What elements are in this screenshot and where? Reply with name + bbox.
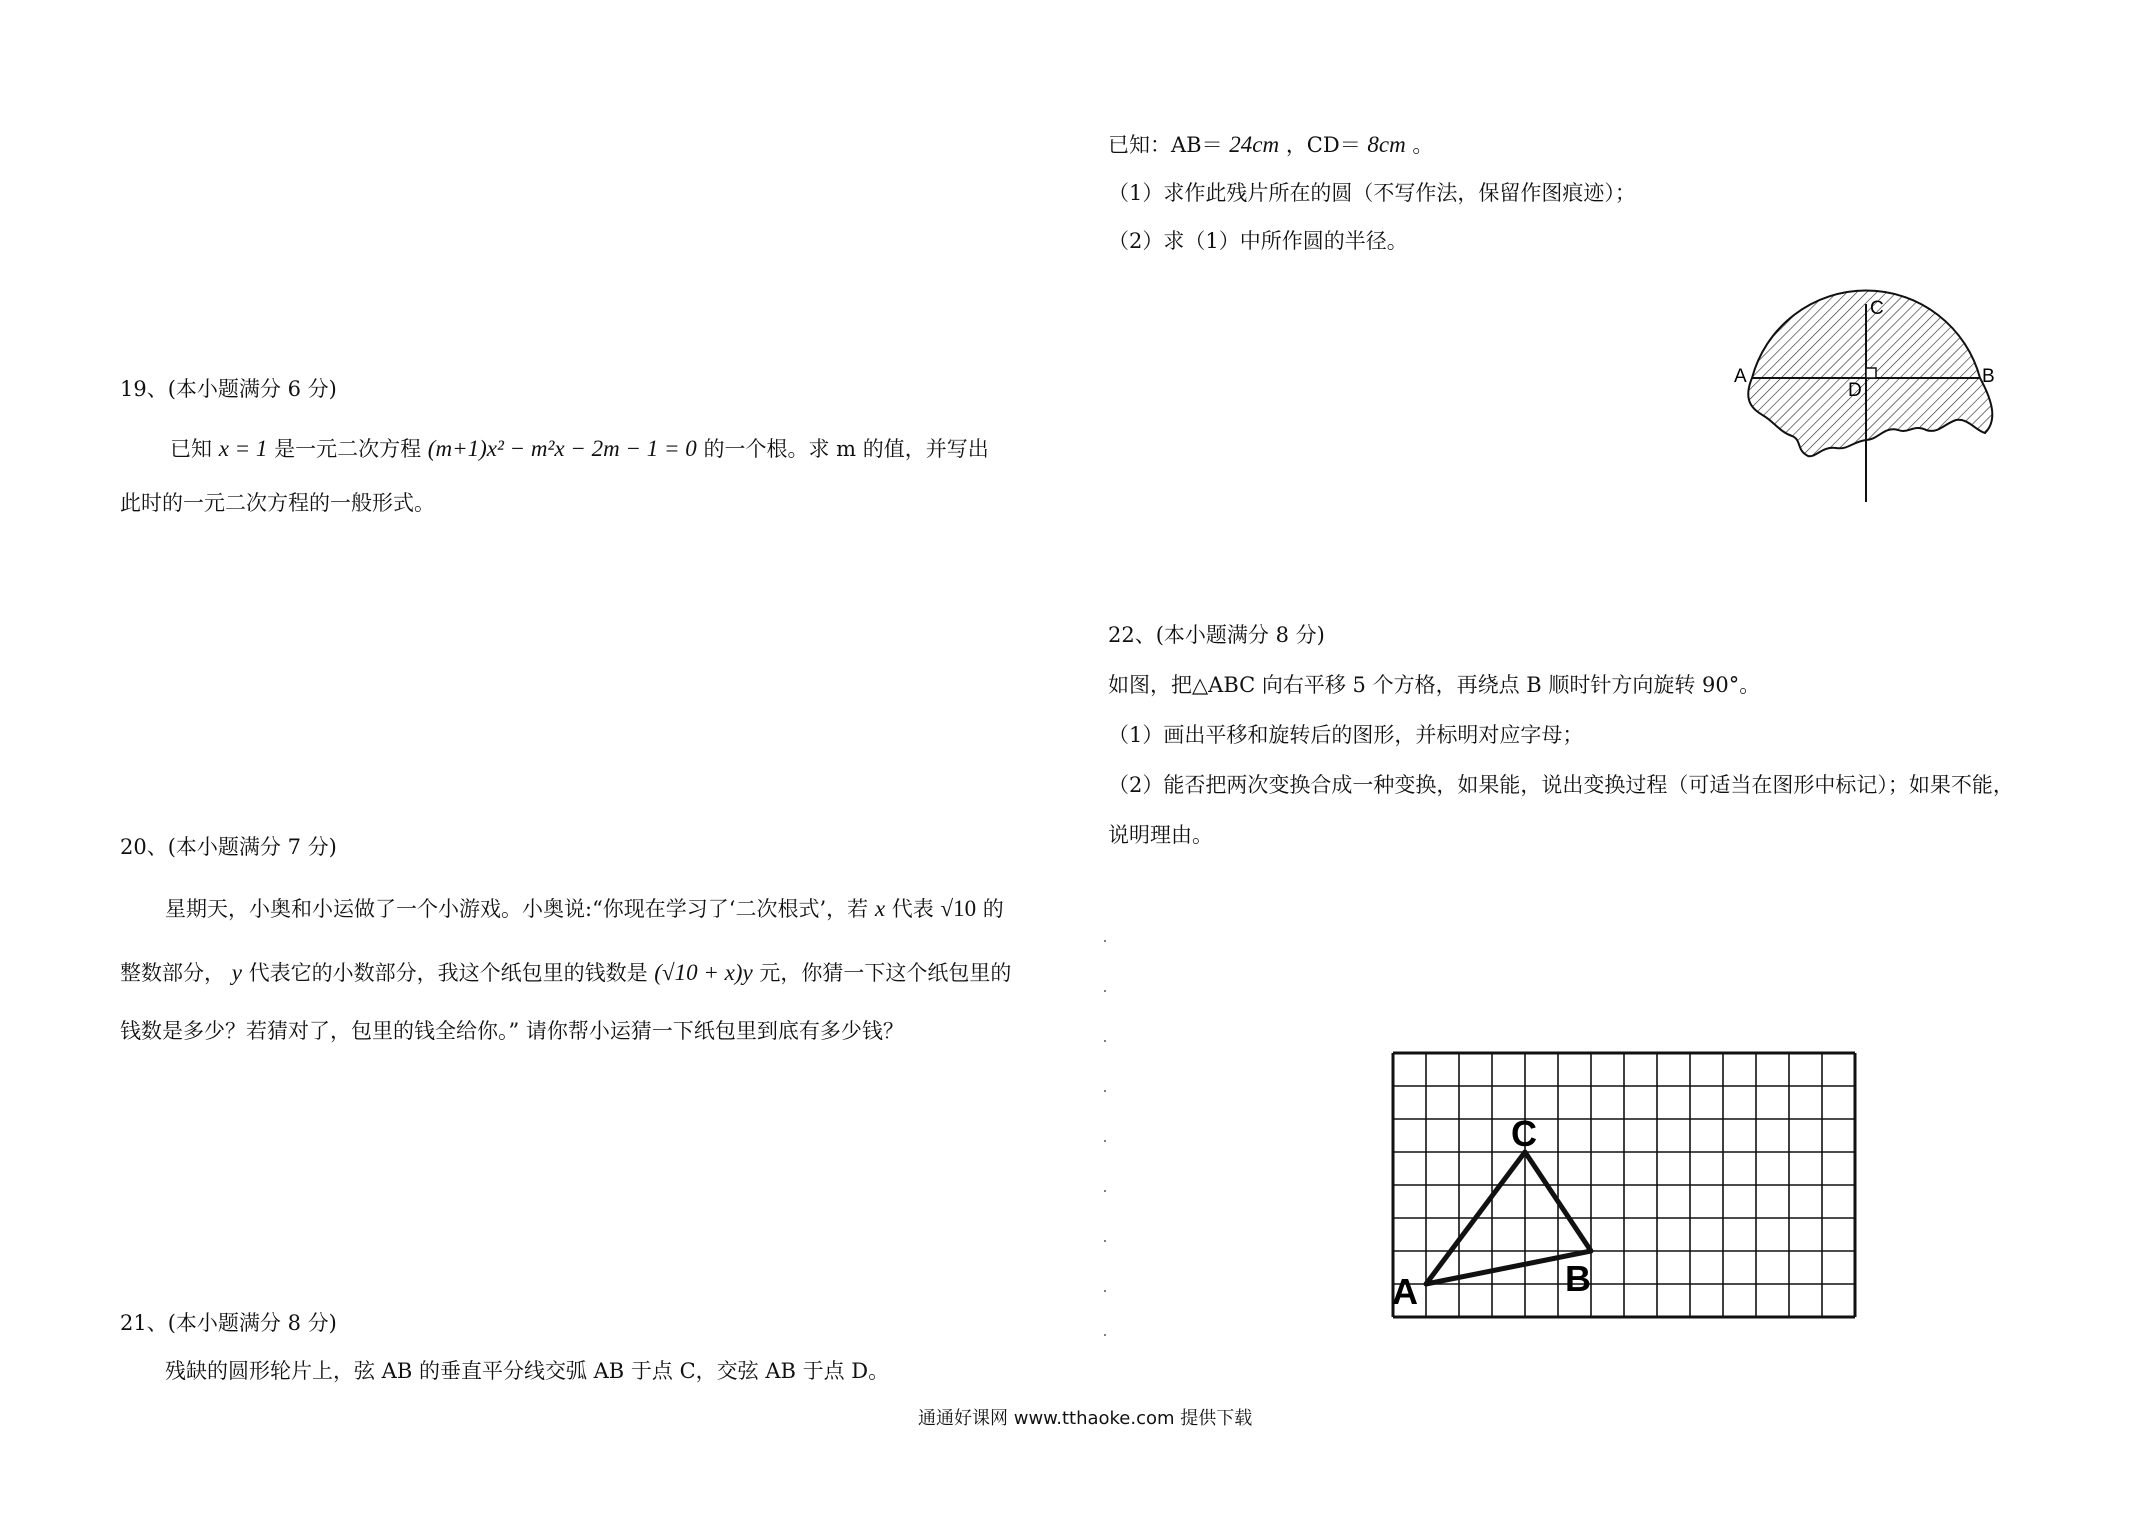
q21-part2: （2）求（1）中所作圆的半径。 (1108, 229, 1408, 253)
q19-eq-quadratic: (m+1)x² − m²x − 2m − 1 = 0 (427, 436, 697, 461)
q21-given-ab: 24cm (1229, 132, 1280, 157)
margin-dot (1104, 990, 1106, 992)
label-d: D (1848, 380, 1862, 401)
margin-dot (1104, 1290, 1106, 1292)
margin-dot (1104, 1334, 1106, 1336)
q20-line1-post: 的 (982, 897, 1004, 921)
q20-line2 (120, 960, 1011, 985)
q19-line1-pre: 已知 (170, 437, 212, 461)
q19-line1-mid: 是一元二次方程 (274, 437, 422, 461)
q21-given-post: 。 (1412, 133, 1434, 157)
margin-dot (1104, 940, 1106, 942)
q20-line1-mid: 代表 (891, 897, 934, 921)
q22-part2-cont: 说明理由。 (1108, 823, 1213, 847)
page-footer: 通通好课网 www.tthaoke.com 提供下载 (918, 1408, 1253, 1429)
q20-line2-mid: 代表它的小数部分，我这个纸包里的钱数是 (248, 961, 648, 985)
label-a: A (1734, 366, 1747, 387)
q22-line1: 如图，把△ABC 向右平移 5 个方格，再绕点 B 顺时针方向旋转 90°。 (1108, 673, 1761, 697)
q20-radical: √10 (940, 896, 977, 921)
q20-line3: 钱数是多少？若猜对了，包里的钱全给你。” 请你帮小运猜一下纸包里到底有多少钱？ (120, 1019, 904, 1043)
margin-dot (1104, 1240, 1106, 1242)
label-c: C (1511, 1113, 1537, 1154)
margin-dot (1104, 1190, 1106, 1192)
q21-given-mid: ，CD＝ (1285, 133, 1361, 157)
q20-line1 (165, 896, 1004, 921)
q21-heading: 21、(本小题满分 8 分) (120, 1311, 337, 1335)
right-angle-mark (1866, 368, 1876, 378)
q21-given (1108, 132, 1433, 157)
q21-part1: （1）求作此残片所在的圆（不写作法，保留作图痕迹）； (1108, 181, 1636, 205)
q20-line2-post: 元，你猜一下这个纸包里的 (759, 961, 1012, 985)
q20-line1-pre: 星期天，小奥和小运做了一个小游戏。小奥说:“你现在学习了‘二次根式’，若 (165, 897, 869, 921)
label-a: A (1392, 1271, 1418, 1312)
q20-var-y: y (231, 960, 242, 985)
label-c: C (1870, 298, 1884, 319)
margin-dot (1104, 1140, 1106, 1142)
q22-part2: （2）能否把两次变换合成一种变换，如果能，说出变换过程（可适当在图形中标记）；如果不能， (1108, 773, 2014, 797)
q19-line2: 此时的一元二次方程的一般形式。 (120, 491, 435, 515)
q22-part1: （1）画出平移和旋转后的图形，并标明对应字母； (1108, 723, 1584, 747)
q21-figure (1730, 290, 2000, 510)
q19-line1-post: 的一个根。求 m 的值，并写出 (703, 437, 989, 461)
q19-eq-root: x = 1 (218, 436, 268, 461)
q22-grid-figure (1390, 1050, 1900, 1312)
label-b: B (1565, 1258, 1591, 1299)
q19-heading: 19、(本小题满分 6 分) (120, 377, 337, 401)
q20-heading: 20、(本小题满分 7 分) (120, 835, 337, 859)
q22-heading: 22、(本小题满分 8 分) (1108, 623, 1325, 647)
q20-line2-pre: 整数部分， (120, 961, 225, 985)
q21-given-pre: 已知：AB＝ (1108, 133, 1223, 157)
margin-dot (1104, 1040, 1106, 1042)
q19-line1 (170, 436, 989, 461)
label-b: B (1982, 366, 1995, 387)
q20-var-x: x (874, 896, 886, 921)
margin-dot (1104, 1090, 1106, 1092)
q21-line1: 残缺的圆形轮片上，弦 AB 的垂直平分线交弧 AB 于点 C，交弦 AB 于点 D。 (165, 1359, 890, 1383)
q21-given-cd: 8cm (1367, 132, 1406, 157)
q20-money-expression: (√10 + x)y (654, 960, 753, 985)
